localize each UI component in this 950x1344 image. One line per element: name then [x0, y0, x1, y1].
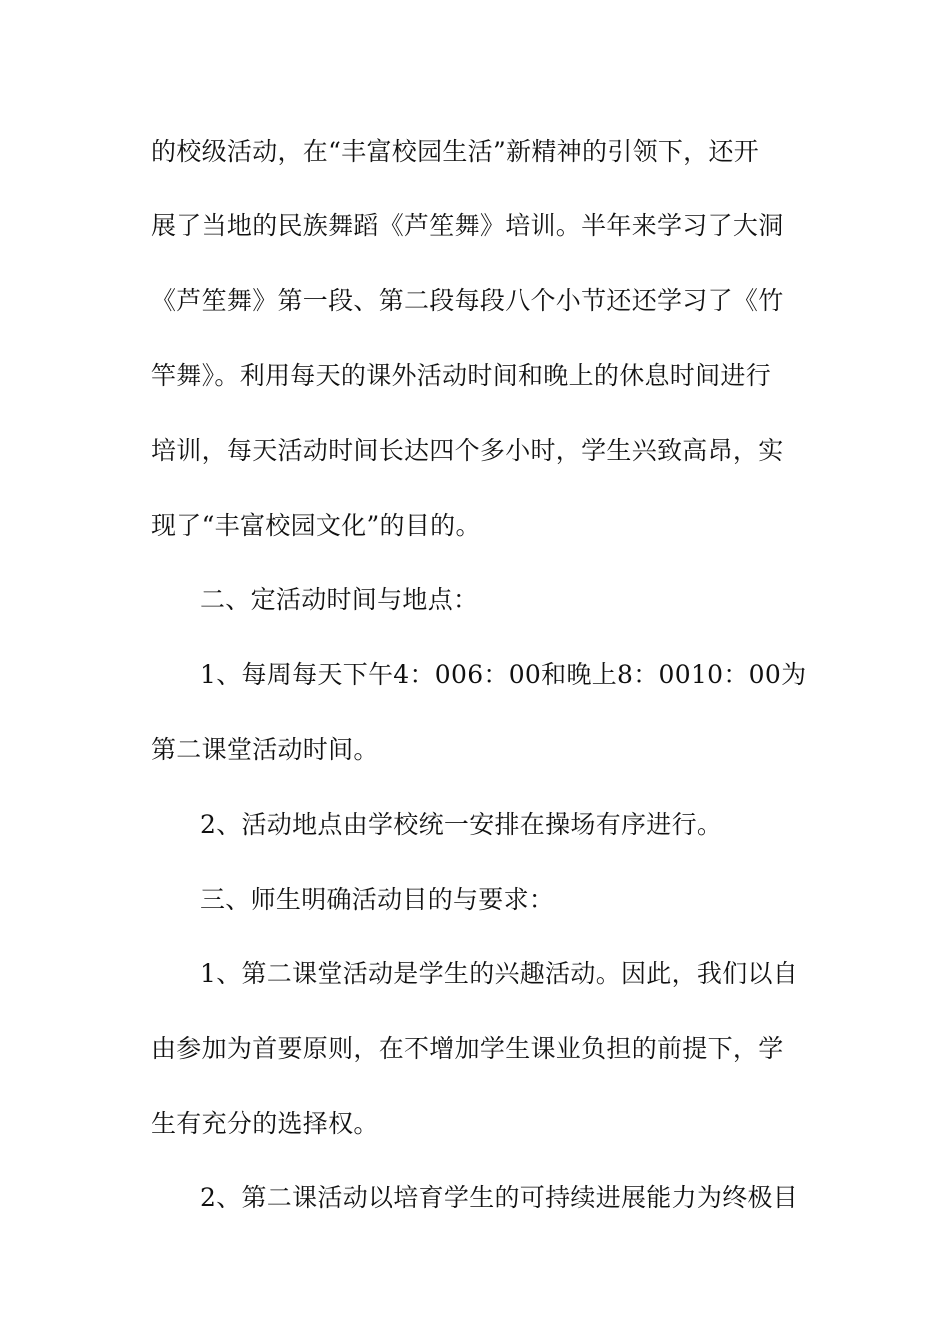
body-text-line: 培训，每天活动时间长达四个多小时，学生兴致高昂，实: [151, 436, 784, 465]
body-text-line: 现了“丰富校园文化”的目的。: [151, 511, 481, 540]
section-heading: 二、定活动时间与地点：: [200, 585, 479, 614]
body-text-line: 《芦笙舞》第一段、第二段每段八个小节还还学习了《竹: [151, 286, 784, 315]
list-item-text: 2、活动地点由学校统一安排在操场有序进行。: [200, 810, 723, 839]
body-text-line: 竿舞》。利用每天的课外活动时间和晚上的休息时间进行: [151, 361, 772, 390]
list-item-text: 1、每周每天下午4：006：00和晚上8：0010：00为: [200, 660, 807, 689]
list-item-text: 1、第二课堂活动是学生的兴趣活动。因此，我们以自: [200, 959, 799, 988]
list-item-text: 2、第二课活动以培育学生的可持续进展能力为终极目: [200, 1183, 799, 1212]
section-heading: 三、师生明确活动目的与要求：: [200, 885, 555, 914]
body-text-line: 由参加为首要原则，在不增加学生课业负担的前提下，学: [151, 1034, 784, 1063]
body-text-line: 生有充分的选择权。: [151, 1109, 379, 1138]
body-text-line: 展了当地的民族舞蹈《芦笙舞》培训。半年来学习了大洞: [151, 211, 784, 240]
body-text-line: 的校级活动，在“丰富校园生活”新精神的引领下，还开: [151, 137, 760, 166]
body-text-line: 第二课堂活动时间。: [151, 735, 379, 764]
